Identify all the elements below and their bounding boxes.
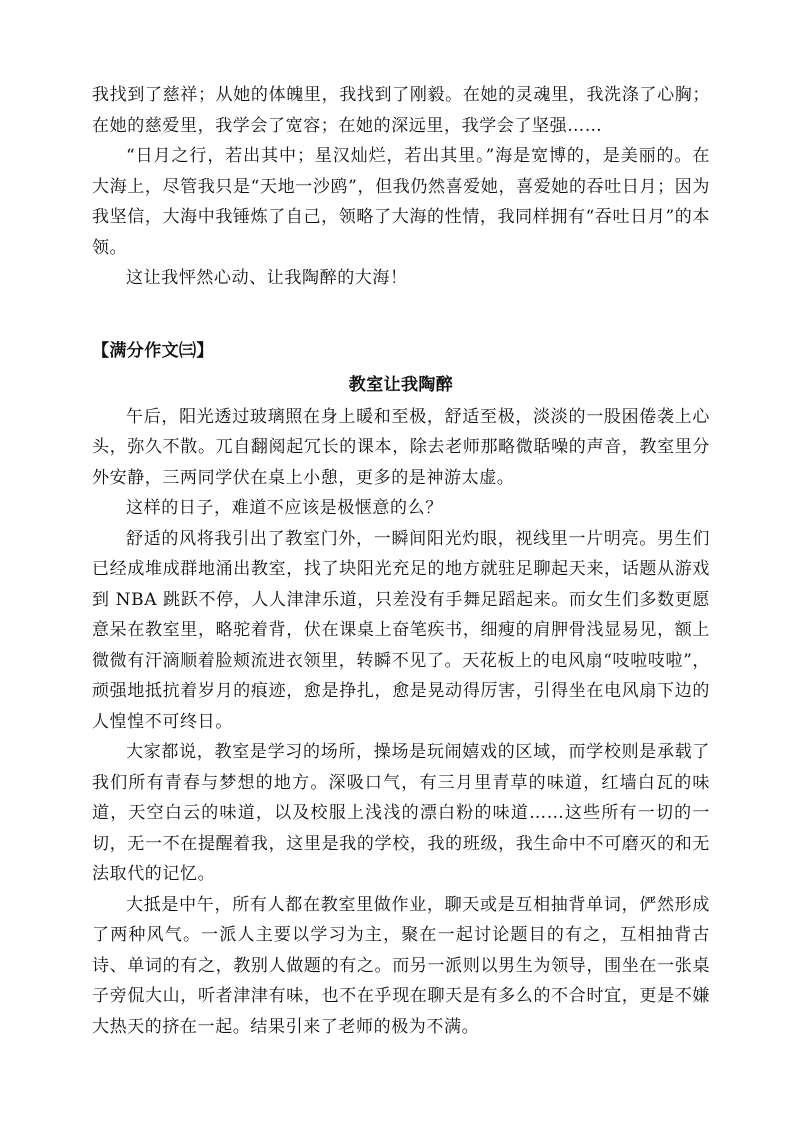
essay-paragraph-2: 这样的日子，难道不应该是极惬意的么？ [126,498,443,518]
essay-title: 教室让我陶醉 [348,374,454,395]
intro-text [92,80,710,1042]
essay-paragraph-4: 大家都说，教室是学习的场所，操场是玩闹嬉戏的区域，而学校则是承载了我们所有青春与梦想的地方。深吸口气，有三月里青草的味道，红墙白瓦的味道，天空白云的味道，以及校服上浅浅的漂白粉的味道……这些所有一切的一切，无一不在提醒着我，这里是我的学校，我的班级，我生命中不可磨灭的和无法取代的记忆。 [92,742,710,884]
section-heading: 【满分作文㈢】 [92,340,214,361]
section-gap [92,294,710,336]
intro-paragraph-1: 我找到了慈祥；从她的体魄里，我找到了刚毅。在她的灵魂里，我洗涤了心胸；在她的慈爱里，我学会了宽容；在她的深远里，我学会了坚强…… [92,85,710,136]
essay-paragraph-5: 大抵是中午，所有人都在教室里做作业，聊天或是互相抽背单词，俨然形成了两种风气。一派人主要以学习为主，聚在一起讨论题目的有之，互相抽背古诗、单词的有之，教别人做题的有之。而另一派则以男生为领导，围坐在一张桌子旁侃大山，听者津津有味，也不在乎现在聊天是有多么的不合时宜，更是不嫌大热天的挤在一起。结果引来了老师的极为不满。 [92,894,710,1037]
intro-paragraph-3: 这让我怦然心动、让我陶醉的大海！ [126,268,408,288]
intro-paragraph-2: “日月之行，若出其中；星汉灿烂，若出其里。”海是宽博的，是美丽的。在大海上，尽管我只是“天地一沙鸥”，但我仍然喜爱她，喜爱她的吞吐日月；因为我坚信，大海中我锤炼了自己，领略了大海的性情，我同样拥有“吞吐日月”的本领。 [92,146,710,258]
essay-paragraph-3: 舒适的风将我引出了教室门外，一瞬间阳光灼眼，视线里一片明亮。男生们已经成堆成群地涌出教室，找了块阳光充足的地方就驻足聊起天来，话题从游戏到 NBA 跳跃不停，人人津津乐道，只差没有手舞足蹈起来。而女生们多数更愿意呆在教室里，略驼着背，伏在课桌上奋笔疾书，细瘦的肩胛骨浅显易见，额上微微有汗滴顺着脸颊流进衣领里，转瞬不见了。天花板上的电风扇“吱啦吱啦”，顽强地抵抗着岁月的痕迹，愈是挣扎，愈是晃动得厉害，引得坐在电风扇下边的人惶惶不可终日。 [92,528,710,732]
essay-paragraph-1: 午后，阳光透过玻璃照在身上暖和至极，舒适至极，淡淡的一股困倦袭上心头，弥久不散。兀自翻阅起冗长的课本，除去老师那略微聒噪的声音，教室里分外安静，三两同学伏在桌上小憩，更多的是神游太虚。 [92,406,710,488]
